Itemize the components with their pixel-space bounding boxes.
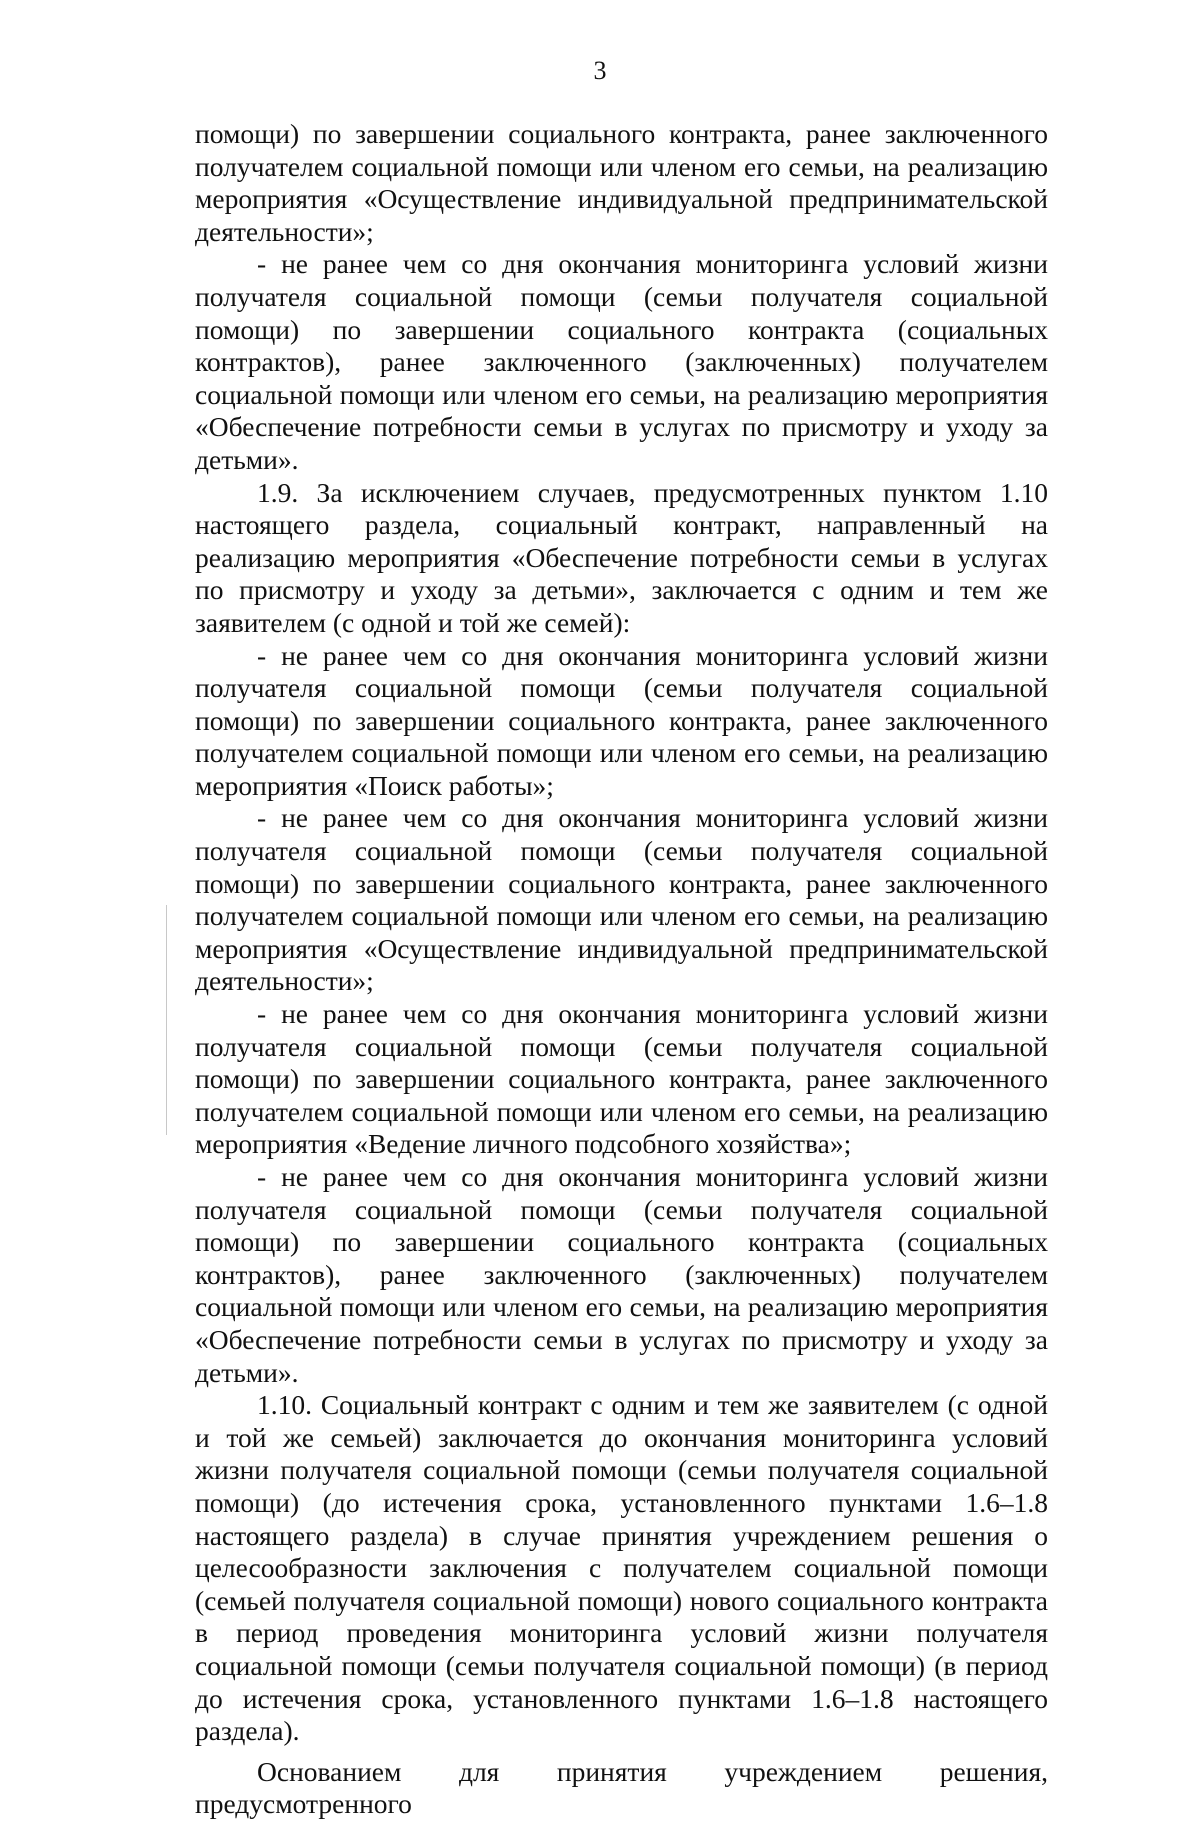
paragraph-continuation: помощи) по завершении социального контракта, ранее заключенного получателем социальной помощи или членом его семьи, на реализацию мероприятия «Осуществление индивидуальной предпринимательской деятельности»; (195, 118, 1048, 247)
paragraph-bullet: - не ранее чем со дня окончания мониторинга условий жизни получателя социальной помощи (семьи получателя социальной помощи) по завершении социального контракта, ранее заключенного получателем социальной помощи или членом его семьи, на реализацию мероприятия «Поиск работы»; (195, 639, 1048, 801)
paragraph-basis: Основанием для принятия учреждением решения, предусмотренного (195, 1755, 1048, 1820)
paragraph-bullet: - не ранее чем со дня окончания мониторинга условий жизни получателя социальной помощи (семьи получателя социальной помощи) по завершении социального контракта (социальных контрактов), ранее заключенного (заключенных) получателем социальной помощи или членом его семьи, на реализацию мероприятия «Обеспечение потребности семьи в услугах по присмотру и уходу за детьми». (195, 1161, 1048, 1388)
paragraph-clause-1-10: 1.10. Социальный контракт с одним и тем же заявителем (с одной и той же семьей) заключается до окончания мониторинга условий жизни получателя социальной помощи (семьи получателя социальной помощи) (до истечения срока, установленного пунктами 1.6–1.8 настоящего раздела) в случае принятия учреждением решения о целесообразности заключения с получателем социальной помощи (семьей получателя социальной помощи) нового социального контракта в период проведения мониторинга условий жизни получателя социальной помощи (семьи получателя социальной помощи) (в период до истечения срока, установленного пунктами 1.6–1.8 настоящего раздела). (195, 1389, 1048, 1747)
paragraph-bullet: - не ранее чем со дня окончания мониторинга условий жизни получателя социальной помощи (семьи получателя социальной помощи) по завершении социального контракта, ранее заключенного получателем социальной помощи или членом его семьи, на реализацию мероприятия «Осуществление индивидуальной предпринимательской деятельности»; (195, 802, 1048, 997)
paragraph-clause-1-9: 1.9. За исключением случаев, предусмотренных пунктом 1.10 настоящего раздела, социальный контракт, направленный на реализацию мероприятия «Обеспечение потребности семьи в услугах по присмотру и уходу за детьми», заключается с одним и тем же заявителем (с одной и той же семей): (195, 476, 1048, 638)
page-number: 3 (593, 56, 607, 85)
paragraph-bullet: - не ранее чем со дня окончания мониторинга условий жизни получателя социальной помощи (семьи получателя социальной помощи) по завершении социального контракта (социальных контрактов), ранее заключенного (заключенных) получателем социальной помощи или членом его семьи, на реализацию мероприятия «Обеспечение потребности семьи в услугах по присмотру и уходу за детьми». (195, 248, 1048, 475)
paragraph-bullet: - не ранее чем со дня окончания мониторинга условий жизни получателя социальной помощи (семьи получателя социальной помощи) по завершении социального контракта, ранее заключенного получателем социальной помощи или членом его семьи, на реализацию мероприятия «Ведение личного подсобного хозяйства»; (195, 998, 1048, 1160)
margin-scan-line (166, 905, 167, 1135)
document-body (195, 118, 1048, 1821)
